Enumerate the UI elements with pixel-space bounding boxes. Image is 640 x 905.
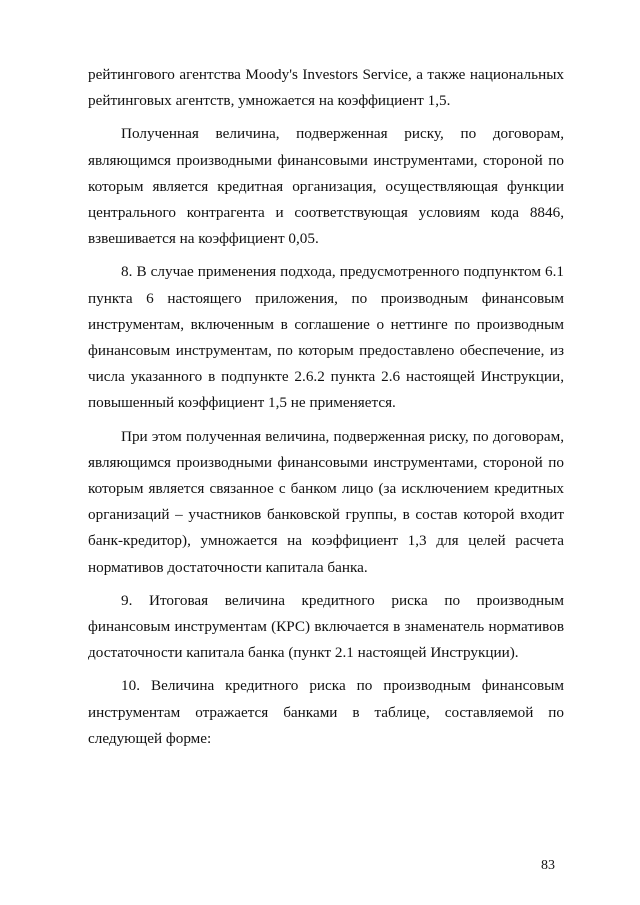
page-number: 83 <box>541 858 555 873</box>
paragraph-related-party: При этом полученная величина, подверженная риску, по договорам, являющимся производными финансовыми инструментами, стороной по которым является связанное с банком лицо (за исключением кредитных организаций – участников банковской группы, в состав которой входит банк-кредитор), умножается на коэффициент 1,3 для целей расчета нормативов достаточности капитала банка. <box>88 427 564 576</box>
paragraph-central-counterparty: Полученная величина, подверженная риску, по договорам, являющимся производными финансовыми инструментами, стороной по которым является кредитная организация, осуществляющая функции центрального контрагента и соответствующая условиям кода 8846, взвешивается на коэффициент 0,05. <box>88 125 564 248</box>
paragraph-item-10: 10. Величина кредитного риска по производным финансовым инструментам отражается банками в таблице, составляемой по следующей форме: <box>88 677 564 747</box>
body-text <box>88 62 564 759</box>
paragraph-continuation: рейтингового агентства Moody's Investors Service, а также национальных рейтинговых агентств, умножается на коэффициент 1,5. <box>88 66 564 110</box>
paragraph-item-9: 9. Итоговая величина кредитного риска по производным финансовым инструментам (КРС) включается в знаменатель нормативов достаточности капитала банка (пункт 2.1 настоящей Инструкции). <box>88 591 564 662</box>
paragraph-item-8: 8. В случае применения подхода, предусмотренного подпунктом 6.1 пункта 6 настоящего приложения, по производным финансовым инструментам, включенным в соглашение о неттинге по производным финансовым инструментам, по которым предоставлено обеспечение, из числа указанного в подпункте 2.6.2 пункта 2.6 настоящей Инструкции, повышенный коэффициент 1,5 не применяется. <box>88 263 564 412</box>
